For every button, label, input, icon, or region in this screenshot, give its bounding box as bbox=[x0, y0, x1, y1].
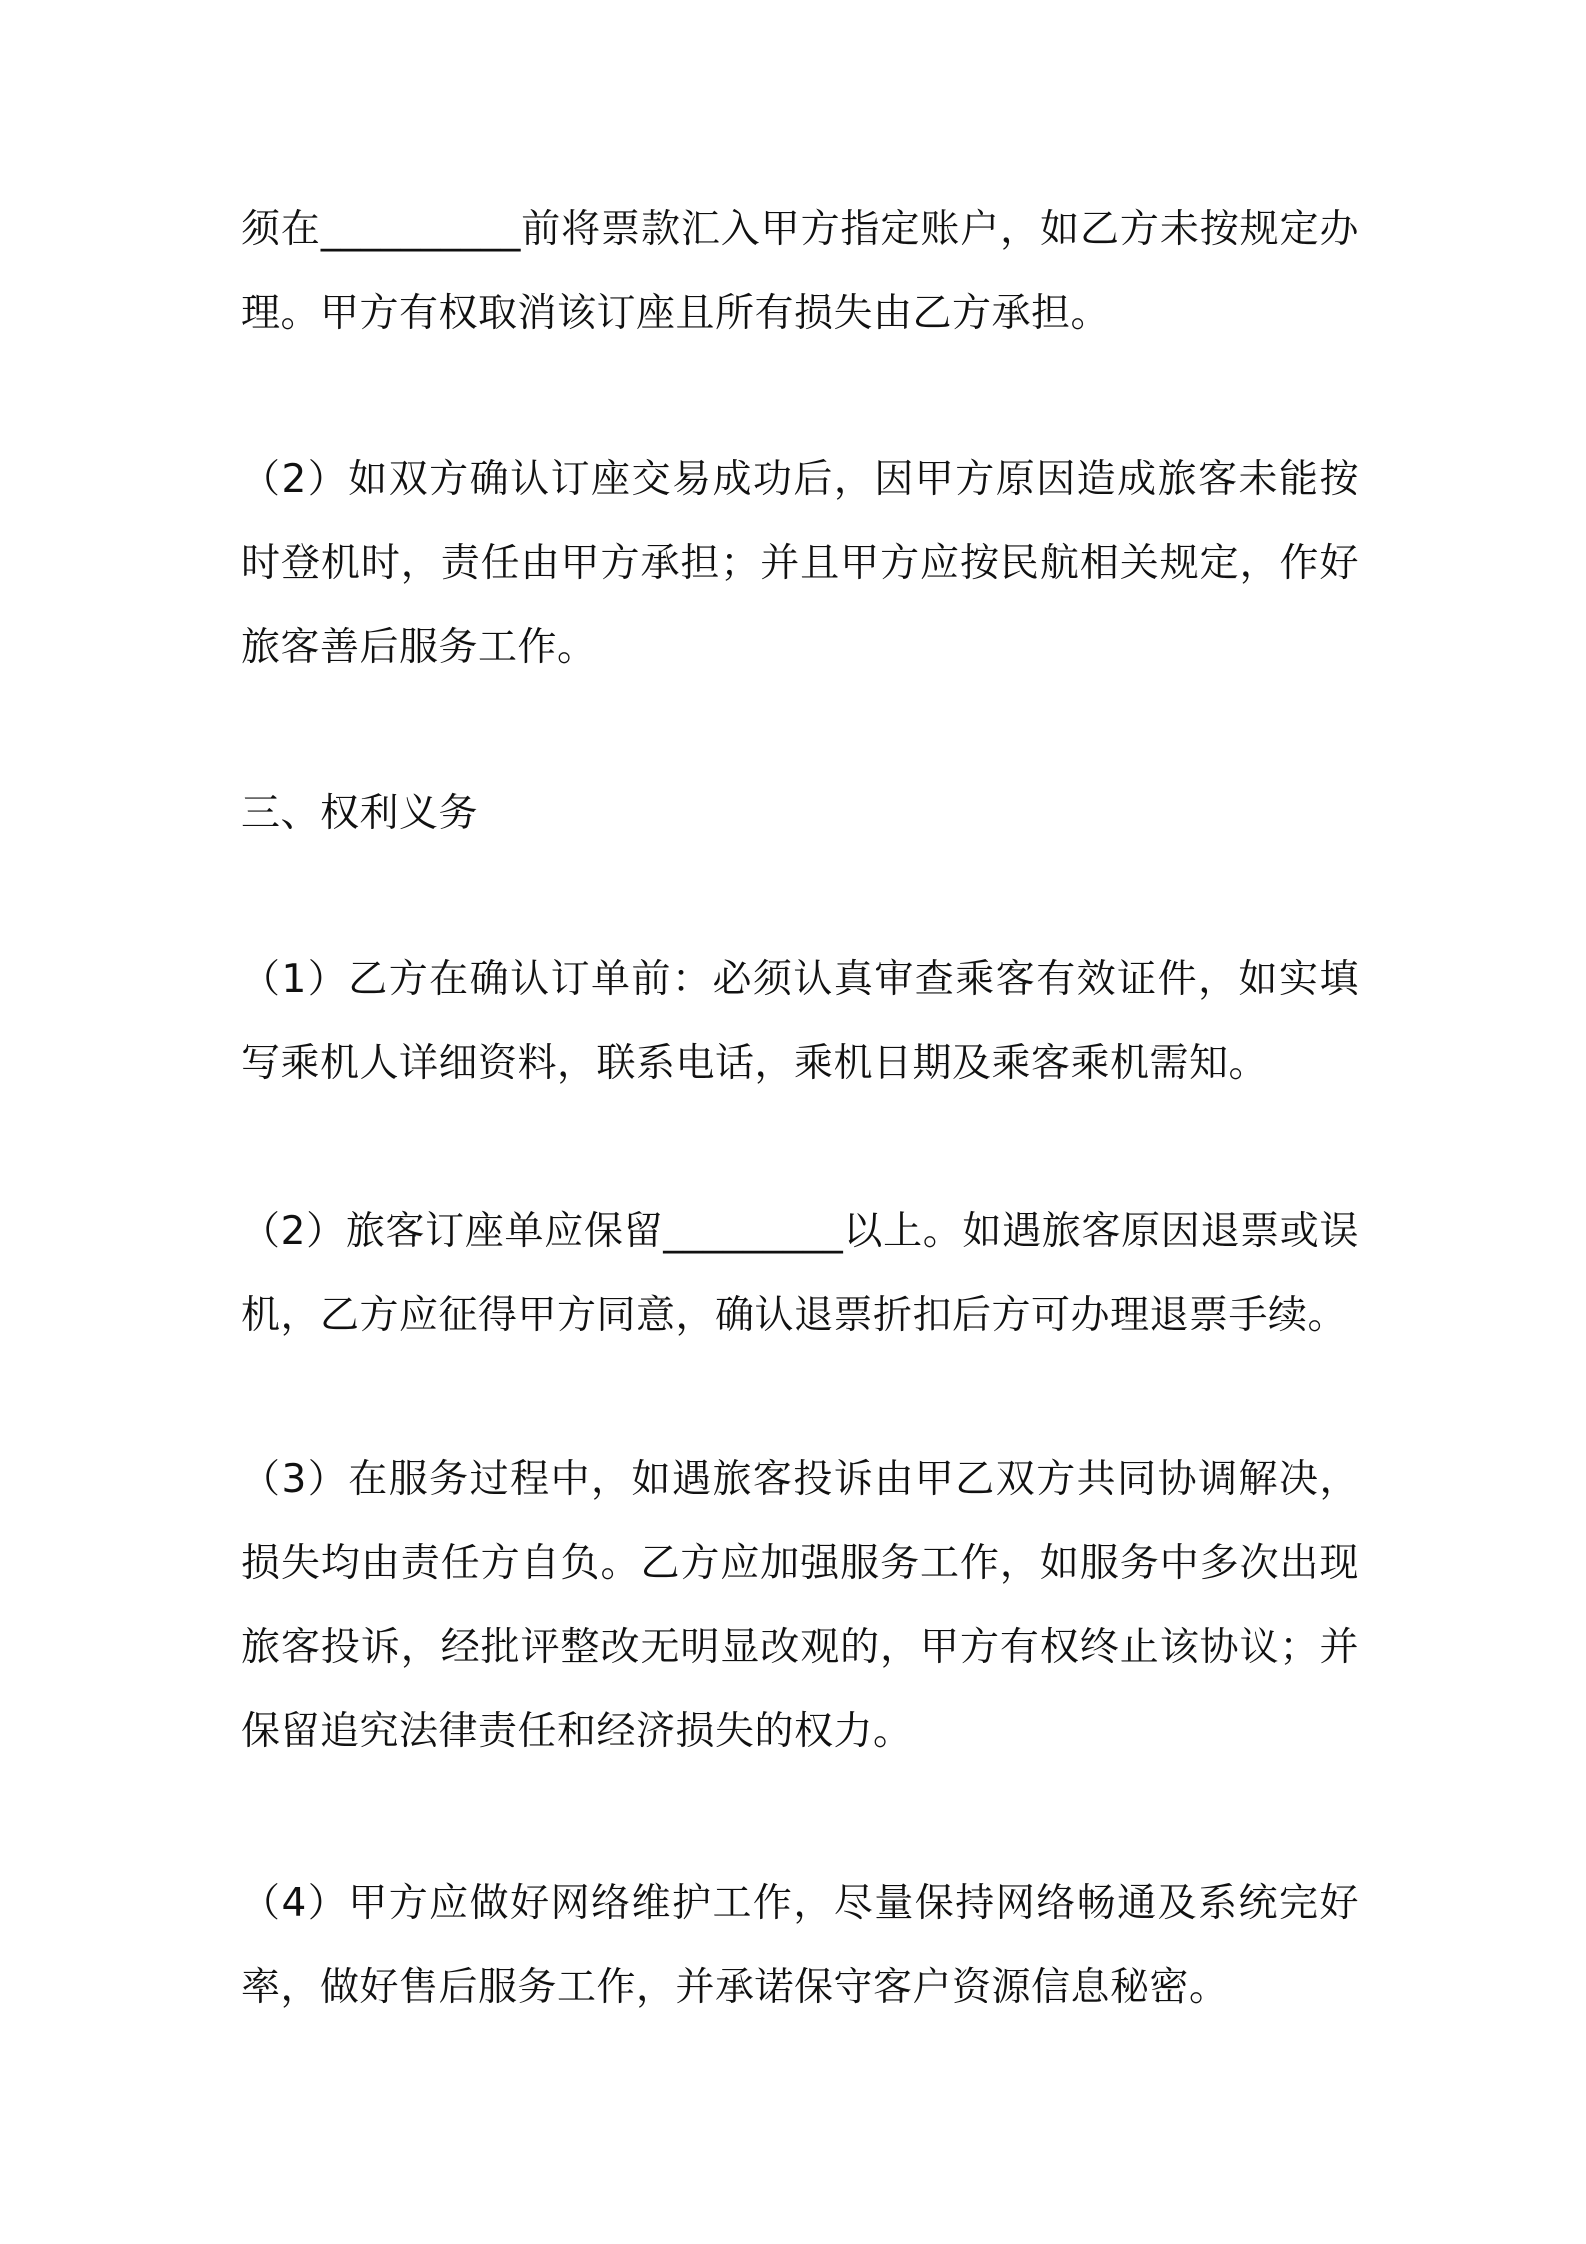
rights-clause-4: （4）甲方应做好网络维护工作，尽量保持网络畅通及系统完好率，做好售后服务工作，并承诺保守客户资源信息秘密。 bbox=[241, 1881, 1359, 2010]
clause-2-boarding-responsibility: （2）如双方确认订座交易成功后，因甲方原因造成旅客未能按时登机时，责任由甲方承担；并且甲方应按民航相关规定，作好旅客善后服务工作。 bbox=[241, 457, 1359, 670]
section-heading-rights-obligations: 三、权利义务 bbox=[241, 791, 479, 836]
rights-clause-2: （2）旅客订座单应保留_________以上。如遇旅客原因退票或误机，乙方应征得甲方同意，确认退票折扣后方可办理退票手续。 bbox=[241, 1209, 1359, 1338]
rights-clause-1: （1）乙方在确认订单前：必须认真审查乘客有效证件，如实填写乘机人详细资料，联系电话，乘机日期及乘客乘机需知。 bbox=[241, 957, 1359, 1086]
rights-clause-3: （3）在服务过程中，如遇旅客投诉由甲乙双方共同协调解决，损失均由责任方自负。乙方应加强服务工作，如服务中多次出现旅客投诉，经批评整改无明显改观的，甲方有权终止该协议；并保留追究法律责任和经济损失的权力。 bbox=[241, 1457, 1359, 1754]
payment-clause-continuation: 须在__________前将票款汇入甲方指定账户，如乙方未按规定办理。甲方有权取消该订座且所有损失由乙方承担。 bbox=[241, 207, 1359, 336]
